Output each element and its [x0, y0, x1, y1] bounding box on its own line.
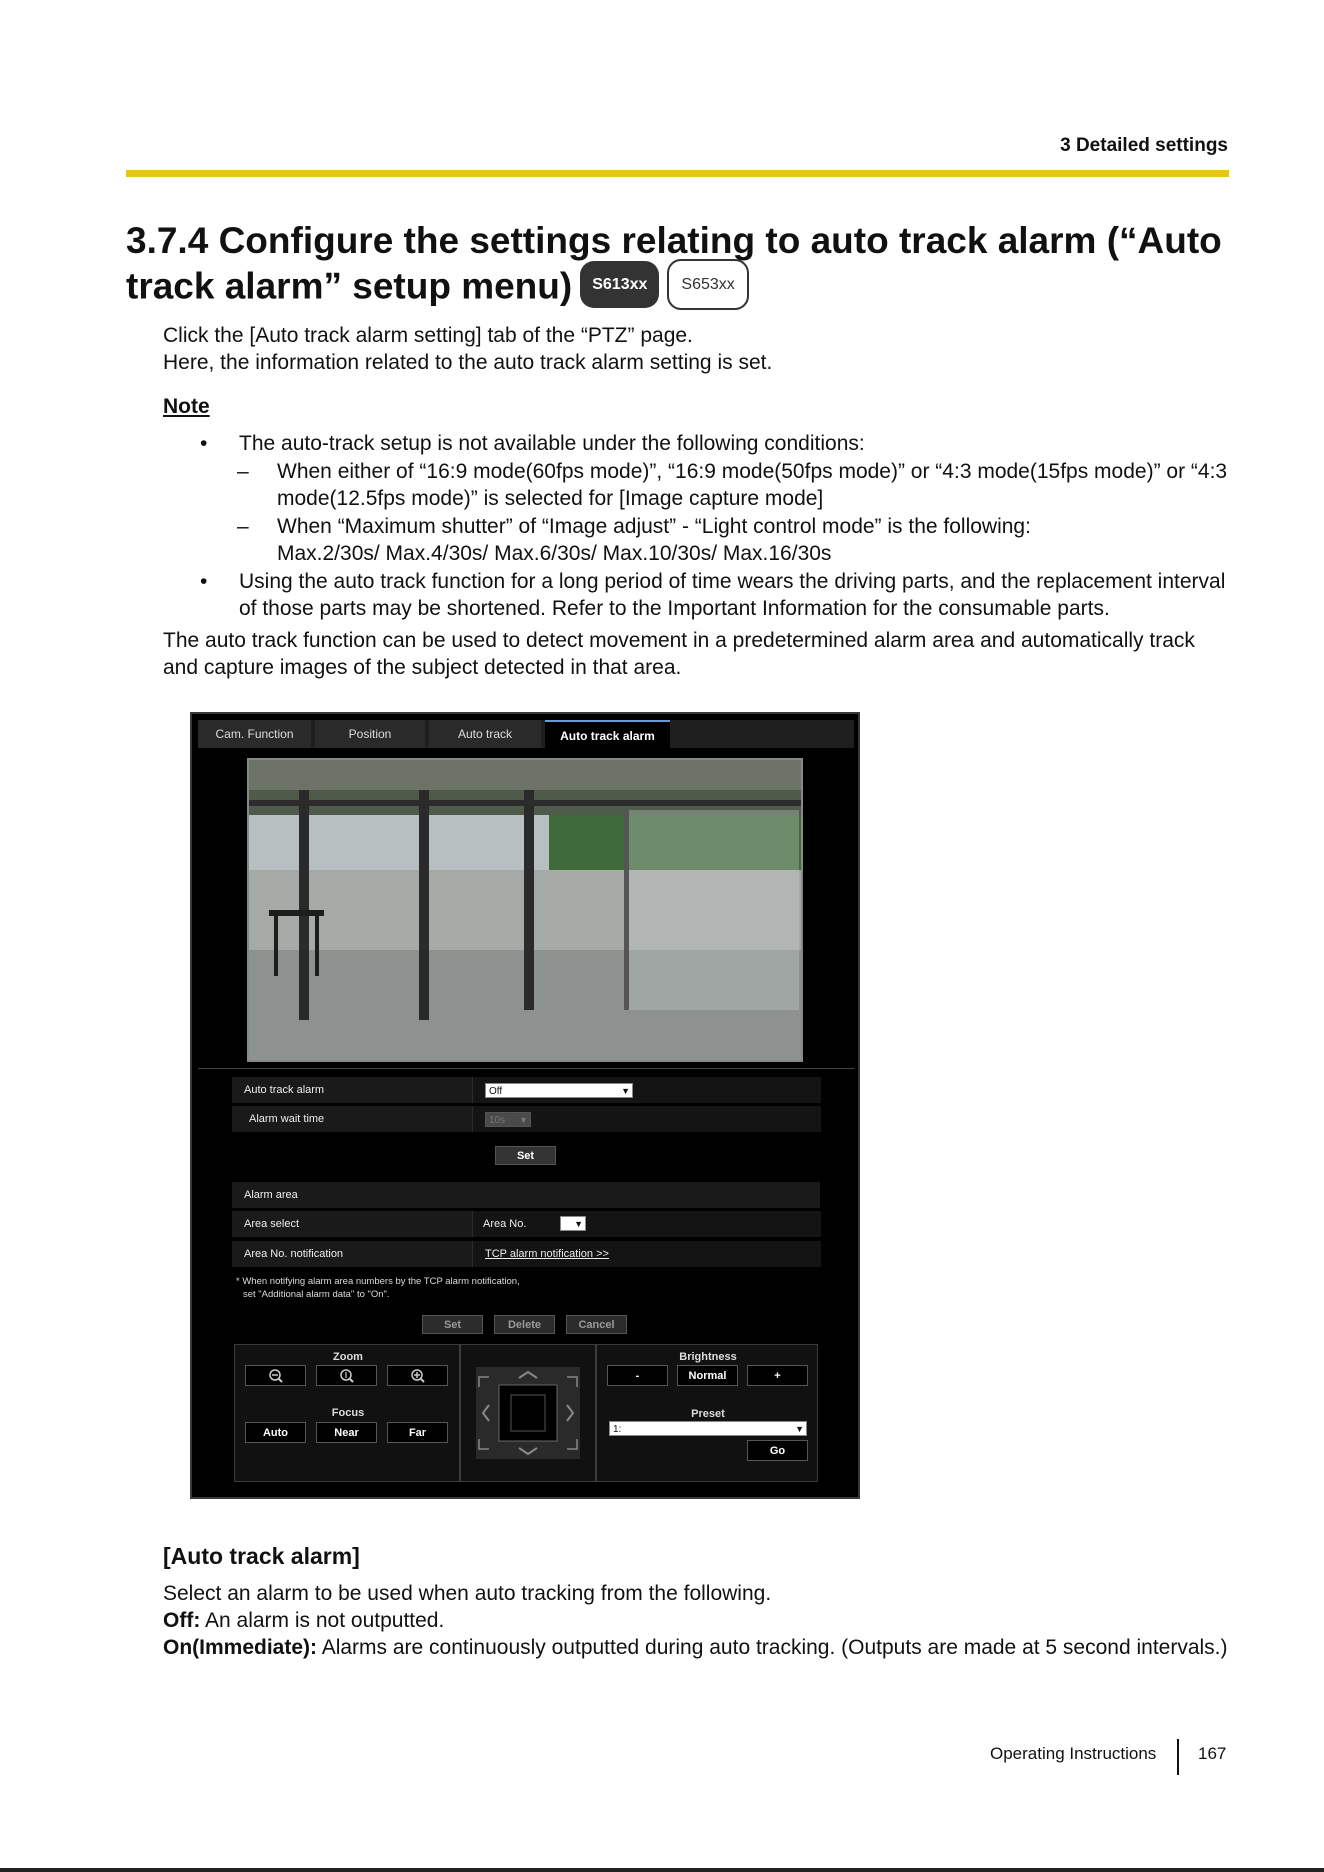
auto-track-alarm-value: Off: [489, 1086, 503, 1097]
alarm-wait-time-label: Alarm wait time: [249, 1113, 325, 1125]
note-bullet-2: Using the auto track function for a long period of time wears the driving parts, and the replacement interval of those parts may be shortened. Refer to the Important Information for the consumable parts.: [239, 570, 1226, 620]
off-option: [163, 1607, 444, 1634]
footnote-line-1: * When notifying alarm area numbers by the TCP alarm notification,: [236, 1276, 520, 1287]
preset-value: 1:: [613, 1424, 622, 1435]
model-badge-s613: S613xx: [580, 261, 659, 308]
brightness-minus-button[interactable]: -: [607, 1365, 668, 1386]
tab-auto-track-alarm-setting[interactable]: Auto track alarm: [545, 720, 670, 750]
intro-line-2: Here, the information related to the auto track alarm setting is set.: [163, 351, 773, 374]
preset-go-button[interactable]: Go: [747, 1440, 808, 1461]
bullet: •: [200, 432, 208, 455]
zoom-label: Zoom: [333, 1351, 363, 1363]
auto-track-alarm-select[interactable]: [485, 1083, 633, 1098]
brightness-label: Brightness: [679, 1351, 737, 1363]
auto-track-alarm-row: [232, 1077, 820, 1103]
auto-track-alarm-label: Auto track alarm: [244, 1084, 325, 1096]
tab-auto-track[interactable]: Auto track: [429, 720, 541, 748]
on-desc: Alarms are continuously outputted during auto tracking. (Outputs are made at 5 second intervals.): [317, 1636, 1228, 1659]
ptz-control-pad[interactable]: [460, 1344, 596, 1482]
bottom-border: [0, 1868, 1324, 1872]
chevron-down-icon: ▼: [795, 1424, 804, 1434]
area-no-select[interactable]: [560, 1216, 586, 1231]
section-line-1: Select an alarm to be used when auto tracking from the following.: [163, 1582, 772, 1605]
set-button[interactable]: Set: [495, 1146, 556, 1165]
cancel-button[interactable]: Cancel: [566, 1315, 627, 1334]
brightness-normal-button[interactable]: Normal: [677, 1365, 738, 1386]
delete-button[interactable]: Delete: [494, 1315, 555, 1334]
camera-scene-image: [249, 760, 801, 1060]
chevron-down-icon: ▼: [621, 1086, 630, 1096]
footer-divider: [1177, 1739, 1179, 1775]
note-dash-2b: Max.2/30s/ Max.4/30s/ Max.6/30s/ Max.10/30s/ Max.16/30s: [277, 542, 832, 565]
note-title: Note: [163, 395, 210, 418]
zoom-in-button[interactable]: [387, 1365, 448, 1386]
chevron-down-icon: ▼: [574, 1219, 583, 1229]
section-title: [Auto track alarm]: [163, 1543, 360, 1569]
zoom-reset-button[interactable]: [316, 1365, 377, 1386]
zoom-focus-panel: [234, 1344, 460, 1482]
area-select-row: [232, 1211, 820, 1237]
zoom-1x-icon: [340, 1369, 354, 1383]
on-term: On(Immediate):: [163, 1636, 318, 1659]
dash: –: [237, 515, 249, 538]
alarm-wait-time-select: [485, 1112, 531, 1127]
tcp-alarm-notification-link[interactable]: TCP alarm notification >>: [485, 1248, 609, 1260]
focus-auto-button[interactable]: Auto: [245, 1422, 306, 1443]
area-no-label: Area No.: [483, 1218, 527, 1230]
note-dash-1: When either of “16:9 mode(60fps mode)”, “16:9 mode(50fps mode)” or “4:3 mode(15fps mode)” or “4:3 mode(12.5fps mode)” is selected for [Image capture mode]: [277, 460, 1228, 510]
area-no-notification-label: Area No. notification: [244, 1248, 344, 1260]
preset-label: Preset: [691, 1408, 725, 1420]
footer-label: Operating Instructions: [990, 1744, 1157, 1763]
focus-label: Focus: [331, 1407, 365, 1419]
focus-near-button[interactable]: Near: [316, 1422, 377, 1443]
alarm-area-label: Alarm area: [244, 1189, 298, 1201]
title-text: 3.7.4 Configure the settings relating to auto track alarm (“Auto track alarm” setup menu): [126, 220, 1222, 307]
footnote: [236, 1275, 520, 1301]
area-no-notification-row: [232, 1241, 820, 1267]
dash: –: [237, 460, 249, 483]
description: The auto track function can be used to detect movement in a predetermined alarm area and automatically track and capture images of the subject detected in that area.: [163, 629, 1195, 679]
zoom-out-icon: [269, 1369, 283, 1383]
header-rule: [126, 170, 1229, 177]
intro-line-1: Click the [Auto track alarm setting] tab of the “PTZ” page.: [163, 324, 693, 347]
tab-bar: [198, 720, 854, 748]
tab-cam-function[interactable]: Cam. Function: [198, 720, 311, 748]
off-desc: An alarm is not outputted.: [200, 1609, 445, 1632]
brightness-plus-button[interactable]: +: [747, 1365, 808, 1386]
header-section-title: 3 Detailed settings: [1060, 135, 1228, 156]
alarm-wait-time-value: 10s: [489, 1115, 506, 1126]
focus-far-button[interactable]: Far: [387, 1422, 448, 1443]
zoom-in-icon: [411, 1369, 425, 1383]
alarm-wait-time-row: [232, 1106, 820, 1132]
tab-position[interactable]: Position: [315, 720, 425, 748]
off-term: Off:: [163, 1609, 201, 1632]
zoom-out-button[interactable]: [245, 1365, 306, 1386]
bullet: •: [200, 570, 208, 593]
alarm-area-row: [232, 1182, 820, 1208]
on-immediate-option: [163, 1634, 1229, 1661]
footnote-line-2: set "Additional alarm data" to "On".: [243, 1289, 390, 1300]
area-select-label: Area select: [244, 1218, 300, 1230]
direction-pad-icon: [461, 1345, 595, 1481]
note-dash-2a: When “Maximum shutter” of “Image adjust” - “Light control mode” is the following:: [277, 515, 1031, 538]
brightness-preset-panel: [596, 1344, 818, 1482]
camera-live-image: [247, 758, 803, 1062]
preset-select[interactable]: [609, 1421, 807, 1436]
chevron-down-icon: ▼: [519, 1115, 528, 1125]
divider: [198, 1068, 854, 1069]
model-badge-s653: S653xx: [667, 259, 748, 310]
page-number: 167: [1198, 1744, 1227, 1763]
area-set-button[interactable]: Set: [422, 1315, 483, 1334]
page-title: [126, 218, 1229, 314]
note-bullet-1: The auto-track setup is not available under the following conditions:: [239, 432, 865, 455]
camera-settings-screenshot: [190, 712, 860, 1499]
